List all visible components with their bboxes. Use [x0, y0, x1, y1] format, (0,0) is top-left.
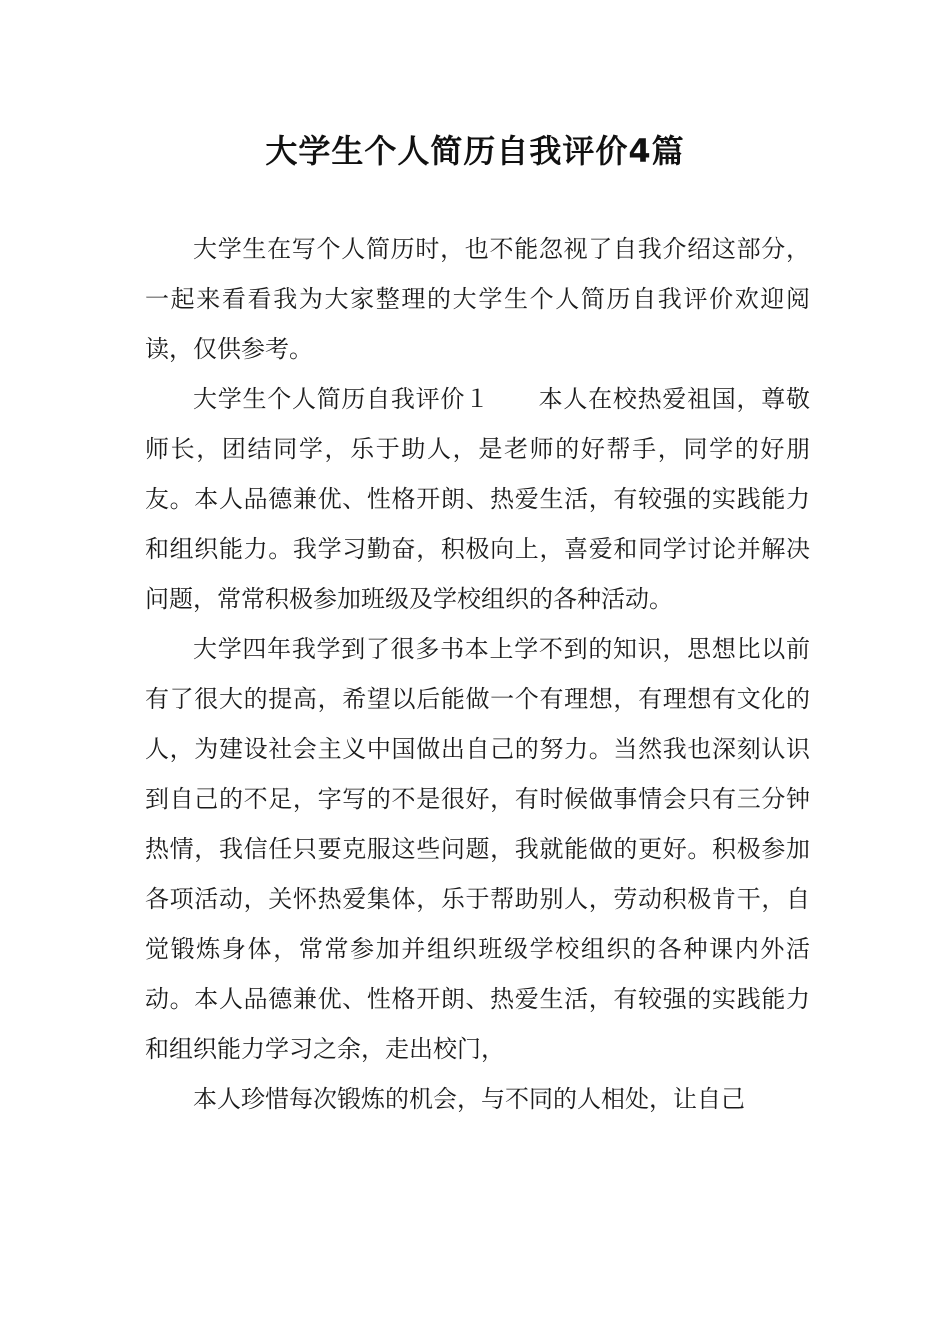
section-1-text: 本人在校热爱祖国，尊敬师长，团结同学，乐于助人，是老师的好帮手，同学的好朋友。本人品德兼优、性格开朗、热爱生活，有较强的实践能力和组织能力。我学习勤奋，积极向上，喜爱和同学讨论并解决问题，常常积极参加班级及学校组织的各种活动。 [145, 385, 811, 613]
section-1-heading: 大学生个人简历自我评价１ [193, 385, 490, 413]
document-body [145, 224, 810, 1124]
intro-paragraph: 大学生在写个人简历时，也不能忽视了自我介绍这部分，一起来看看我为大家整理的大学生个人简历自我评价欢迎阅读，仅供参考。 [145, 235, 810, 363]
section-1-paragraph [145, 374, 810, 624]
body-paragraph-3: 本人珍惜每次锻炼的机会，与不同的人相处，让自己 [193, 1085, 745, 1113]
body-paragraph-2: 大学四年我学到了很多书本上学不到的知识，思想比以前有了很大的提高，希望以后能做一个有理想，有理想有文化的人，为建设社会主义中国做出自己的努力。当然我也深刻认识到自己的不足，字写的不是很好，有时候做事情会只有三分钟热情，我信任只要克服这些问题，我就能做的更好。积极参加各项活动，关怀热爱集体，乐于帮助别人，劳动积极肯干，自觉锻炼身体，常常参加并组织班级学校组织的各种课内外活动。本人品德兼优、性格开朗、热爱生活，有较强的实践能力和组织能力学习之余，走出校门， [145, 635, 810, 1063]
document-title: 大学生个人简历自我评价4篇 [265, 132, 685, 170]
